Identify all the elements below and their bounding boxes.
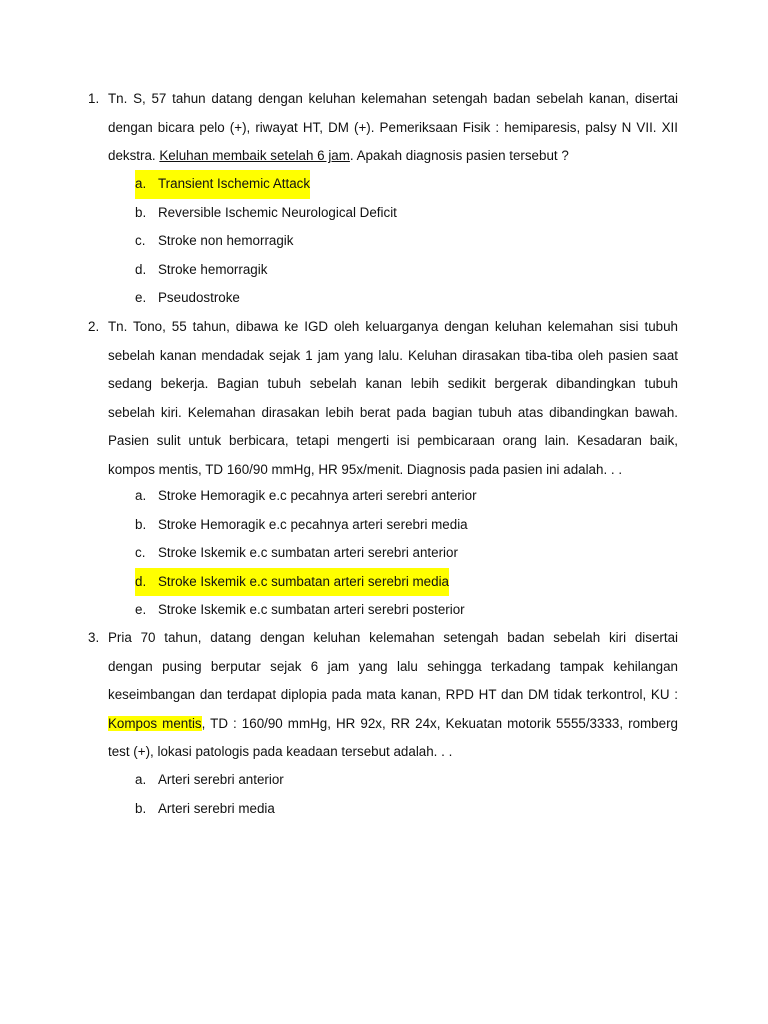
option-c[interactable] (135, 539, 695, 568)
option-e[interactable] (135, 284, 695, 313)
question-text: dengan bicara pelo (+), riwayat HT, DM (+). Pemeriksaan Fisik : hemiparesis, palsy N VII. XII (108, 119, 678, 135)
question-number: 1. (88, 91, 100, 106)
option-b[interactable] (135, 795, 695, 824)
question-line (88, 342, 678, 371)
option-d[interactable] (135, 568, 695, 597)
question-line (88, 399, 678, 428)
question-text: test (+), lokasi patologis pada keadaan tersebut adalah. . . (108, 744, 453, 760)
option-letter: e. (135, 290, 147, 306)
option-letter: c. (135, 545, 146, 561)
question-2 (88, 313, 678, 485)
option-text: Arteri serebri media (158, 800, 275, 816)
option-letter: d. (135, 261, 147, 277)
question-line (88, 85, 678, 114)
option-letter: b. (135, 516, 147, 532)
option-text: Stroke non hemorragik (158, 233, 294, 249)
option-letter: a. (135, 772, 147, 787)
question-text: sedang bekerja. Bagian tubuh sebelah kanan lebih sedikit bergerak dibandingkan tubuh (108, 376, 678, 392)
question-text: keseimbangan dan terdapat diplopia pada mata kanan, RPD HT dan DM tidak terkontrol, KU : (108, 687, 678, 703)
question-3 (88, 624, 678, 767)
option-letter: b. (135, 204, 147, 220)
question-1 (88, 85, 678, 171)
question-text-prefix: dekstra. (108, 148, 160, 164)
question-line (88, 710, 678, 739)
question-text (108, 710, 678, 739)
question-line (88, 142, 678, 171)
option-text: Reversible Ischemic Neurological Deficit (158, 204, 397, 220)
question-text: kompos mentis, TD 160/90 mmHg, HR 95x/menit. Diagnosis pada pasien ini adalah. . . (108, 461, 623, 477)
question-text: Pria 70 tahun, datang dengan keluhan kelemahan setengah badan sebelah kiri disertai (108, 630, 678, 645)
option-letter: c. (135, 233, 146, 249)
question-text: dengan pusing berputar sejak 6 jam yang lalu sehingga terkadang tampak kehilangan (108, 658, 678, 674)
option-a[interactable] (135, 170, 695, 199)
question-line (88, 370, 678, 399)
option-a[interactable] (135, 482, 695, 511)
question-text: sebelah kanan mendadak sejak 1 jam yang lalu. Keluhan dirasakan tiba-tiba oleh pasien saat (108, 347, 678, 363)
option-b[interactable] (135, 511, 695, 540)
option-letter: a. (135, 488, 147, 503)
option-text: Arteri serebri anterior (158, 772, 284, 787)
option-letter: b. (135, 800, 147, 816)
question-text-suffix: . Apakah diagnosis pasien tersebut ? (349, 148, 569, 164)
option-text: Transient Ischemic Attack (158, 170, 310, 199)
question-text: Tn. S, 57 tahun datang dengan keluhan kelemahan setengah badan sebelah kanan, disertai (108, 91, 678, 106)
option-b[interactable] (135, 199, 695, 228)
option-letter: d. (135, 568, 158, 597)
question-line (88, 653, 678, 682)
option-letter: e. (135, 602, 147, 618)
option-c[interactable] (135, 227, 695, 256)
underlined-phrase: Keluhan membaik setelah 6 jam (159, 148, 350, 164)
question-line (88, 624, 678, 653)
options-list-1 (135, 170, 695, 313)
question-number: 2. (88, 319, 100, 334)
question-line (88, 313, 678, 342)
option-text: Stroke Iskemik e.c sumbatan arteri serebri media (158, 568, 449, 597)
question-line (88, 114, 678, 143)
option-text: Stroke Hemoragik e.c pecahnya arteri serebri media (158, 516, 468, 532)
question-line (88, 456, 678, 485)
option-d[interactable] (135, 256, 695, 285)
highlighted-phrase: Kompos mentis (108, 715, 202, 731)
option-letter: a. (135, 170, 158, 199)
question-text: Tn. Tono, 55 tahun, dibawa ke IGD oleh keluarganya dengan keluhan kelemahan sisi tubuh (108, 319, 678, 334)
option-e[interactable] (135, 596, 695, 625)
option-text: Stroke hemorragik (158, 261, 268, 277)
option-text: Stroke Iskemik e.c sumbatan arteri serebri anterior (158, 545, 458, 561)
option-text: Stroke Hemoragik e.c pecahnya arteri serebri anterior (158, 488, 477, 503)
option-text: Pseudostroke (158, 290, 240, 306)
question-text (108, 142, 678, 171)
options-list-3 (135, 766, 695, 823)
option-a[interactable] (135, 766, 695, 795)
question-number: 3. (88, 630, 100, 645)
question-line (88, 427, 678, 456)
options-list-2 (135, 482, 695, 625)
question-line (88, 738, 678, 767)
question-text: Pasien sulit untuk berbicara, tetapi mengerti isi pembicaraan orang lain. Kesadaran baik, (108, 433, 678, 449)
question-line (88, 681, 678, 710)
question-text: sebelah kiri. Kelemahan dirasakan lebih berat pada bagian tubuh atas dibandingkan bawah. (108, 404, 678, 420)
question-text-rest: , TD : 160/90 mmHg, HR 92x, RR 24x, Kekuatan motorik 5555/3333, romberg (201, 715, 678, 731)
option-text: Stroke Iskemik e.c sumbatan arteri serebri posterior (158, 602, 465, 618)
